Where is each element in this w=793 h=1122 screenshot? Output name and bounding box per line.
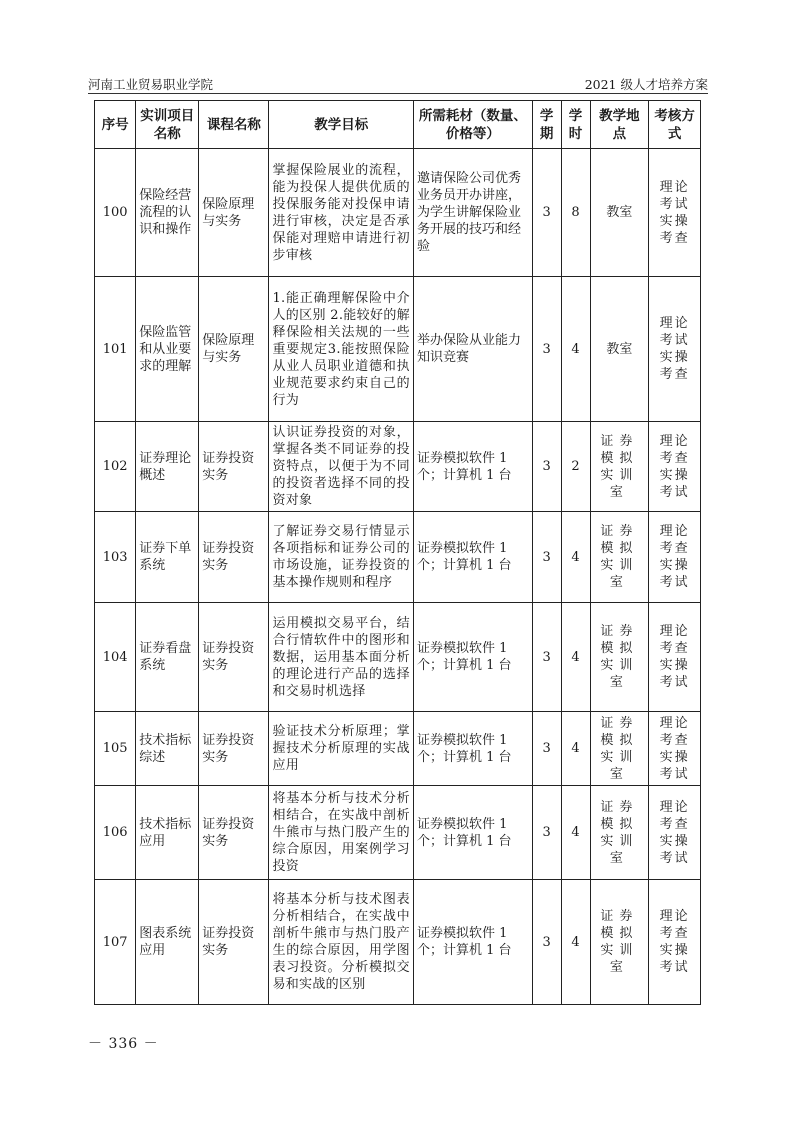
row-course: 证券投资实务 bbox=[199, 512, 269, 603]
row-no: 104 bbox=[95, 603, 136, 712]
row-hours: 4 bbox=[561, 603, 590, 712]
row-place: 证券模拟实训室 bbox=[590, 880, 649, 1005]
row-exam: 理论考查实操考试 bbox=[649, 880, 701, 1005]
col-header-exam: 考核方式 bbox=[649, 101, 701, 149]
row-project: 技术指标综述 bbox=[136, 712, 199, 786]
row-hours: 4 bbox=[561, 512, 590, 603]
page-number: － 336 － bbox=[88, 1036, 159, 1052]
row-no: 102 bbox=[95, 422, 136, 512]
page-header bbox=[88, 75, 708, 94]
row-materials: 证券模拟软件 1 个；计算机 1 台 bbox=[413, 712, 532, 786]
row-term: 3 bbox=[532, 422, 561, 512]
row-no: 106 bbox=[95, 786, 136, 880]
row-materials: 证券模拟软件 1 个；计算机 1 台 bbox=[413, 880, 532, 1005]
table-row bbox=[95, 786, 701, 880]
row-goal: 掌握保险展业的流程，能为投保人提供优质的投保服务能对投保申请进行审核，决定是否承保能对理赔申请进行初步审核 bbox=[269, 149, 414, 277]
row-materials: 证券模拟软件 1 个；计算机 1 台 bbox=[413, 603, 532, 712]
col-header-no: 序号 bbox=[95, 101, 136, 149]
row-no: 107 bbox=[95, 880, 136, 1005]
school-name: 河南工业贸易职业学院 bbox=[88, 77, 214, 92]
row-goal: 将基本分析与技术图表分析相结合，在实战中剖析牛熊市与热门股产生的综合原因，用学图表习投资。分析模拟交易和实战的区别 bbox=[269, 880, 414, 1005]
row-course: 证券投资实务 bbox=[199, 712, 269, 786]
plan-title: 2021 级人才培养方案 bbox=[584, 77, 708, 92]
row-hours: 8 bbox=[561, 149, 590, 277]
row-exam: 理论考查实操考试 bbox=[649, 603, 701, 712]
table-row bbox=[95, 512, 701, 603]
row-term: 3 bbox=[532, 277, 561, 422]
row-place: 证券模拟实训室 bbox=[590, 512, 649, 603]
row-course: 保险原理与实务 bbox=[199, 277, 269, 422]
row-goal: 运用模拟交易平台，结合行情软件中的图形和数据，运用基本面分析的理论进行产品的选择和交易时机选择 bbox=[269, 603, 414, 712]
col-header-hours: 学时 bbox=[561, 101, 590, 149]
row-materials: 证券模拟软件 1 个；计算机 1 台 bbox=[413, 786, 532, 880]
row-exam: 理论考查实操考试 bbox=[649, 512, 701, 603]
row-hours: 4 bbox=[561, 786, 590, 880]
row-course: 证券投资实务 bbox=[199, 880, 269, 1005]
table-row bbox=[95, 880, 701, 1005]
row-project: 保险经营流程的认识和操作 bbox=[136, 149, 199, 277]
row-goal: 1.能正确理解保险中介人的区别 2.能较好的解释保险相关法规的一些重要规定3.能按照保险从业人员职业道德和执业规范要求约束自己的行为 bbox=[269, 277, 414, 422]
row-place: 证券模拟实训室 bbox=[590, 422, 649, 512]
table-row bbox=[95, 603, 701, 712]
row-exam: 理论考查实操考试 bbox=[649, 422, 701, 512]
table-row bbox=[95, 277, 701, 422]
row-goal: 验证技术分析原理；掌握技术分析原理的实战应用 bbox=[269, 712, 414, 786]
row-hours: 4 bbox=[561, 712, 590, 786]
row-no: 101 bbox=[95, 277, 136, 422]
row-place: 教室 bbox=[590, 149, 649, 277]
training-table bbox=[94, 100, 701, 1005]
col-header-place: 教学地点 bbox=[590, 101, 649, 149]
row-project: 技术指标应用 bbox=[136, 786, 199, 880]
row-hours: 4 bbox=[561, 277, 590, 422]
col-header-goal: 教学目标 bbox=[269, 101, 414, 149]
row-exam: 理论考查实操考试 bbox=[649, 786, 701, 880]
col-header-project: 实训项目名称 bbox=[136, 101, 199, 149]
row-exam: 理论考试实操考查 bbox=[649, 149, 701, 277]
table-header-row bbox=[95, 101, 701, 149]
row-materials: 证券模拟软件 1 个；计算机 1 台 bbox=[413, 512, 532, 603]
row-term: 3 bbox=[532, 149, 561, 277]
row-place: 证券模拟实训室 bbox=[590, 786, 649, 880]
row-place: 证券模拟实训室 bbox=[590, 712, 649, 786]
row-goal: 将基本分析与技术分析相结合，在实战中剖析牛熊市与热门股产生的综合原因，用案例学习投资 bbox=[269, 786, 414, 880]
row-course: 证券投资实务 bbox=[199, 603, 269, 712]
row-exam: 理论考查实操考试 bbox=[649, 712, 701, 786]
row-place: 教室 bbox=[590, 277, 649, 422]
row-project: 证券看盘系统 bbox=[136, 603, 199, 712]
row-project: 图表系统应用 bbox=[136, 880, 199, 1005]
row-course: 证券投资实务 bbox=[199, 422, 269, 512]
table-row bbox=[95, 422, 701, 512]
row-hours: 2 bbox=[561, 422, 590, 512]
row-course: 保险原理与实务 bbox=[199, 149, 269, 277]
row-project: 证券理论概述 bbox=[136, 422, 199, 512]
row-exam: 理论考试实操考查 bbox=[649, 277, 701, 422]
row-term: 3 bbox=[532, 603, 561, 712]
table-row bbox=[95, 149, 701, 277]
row-materials: 证券模拟软件 1 个；计算机 1 台 bbox=[413, 422, 532, 512]
row-no: 103 bbox=[95, 512, 136, 603]
row-place: 证券模拟实训室 bbox=[590, 603, 649, 712]
row-project: 保险监管和从业要求的理解 bbox=[136, 277, 199, 422]
row-hours: 4 bbox=[561, 880, 590, 1005]
row-goal: 了解证券交易行情显示各项指标和证券公司的市场设施，证券投资的基本操作规则和程序 bbox=[269, 512, 414, 603]
row-materials: 邀请保险公司优秀业务员开办讲座，为学生讲解保险业务开展的技巧和经验 bbox=[413, 149, 532, 277]
row-goal: 认识证券投资的对象，掌握各类不同证券的投资特点，以便于为不同的投资者选择不同的投资对象 bbox=[269, 422, 414, 512]
col-header-term: 学期 bbox=[532, 101, 561, 149]
row-term: 3 bbox=[532, 786, 561, 880]
col-header-materials: 所需耗材（数量、价格等） bbox=[413, 101, 532, 149]
row-materials: 举办保险从业能力知识竞赛 bbox=[413, 277, 532, 422]
row-term: 3 bbox=[532, 512, 561, 603]
row-term: 3 bbox=[532, 712, 561, 786]
row-project: 证券下单系统 bbox=[136, 512, 199, 603]
row-term: 3 bbox=[532, 880, 561, 1005]
col-header-course: 课程名称 bbox=[199, 101, 269, 149]
row-course: 证券投资实务 bbox=[199, 786, 269, 880]
row-no: 105 bbox=[95, 712, 136, 786]
table-row bbox=[95, 712, 701, 786]
row-no: 100 bbox=[95, 149, 136, 277]
